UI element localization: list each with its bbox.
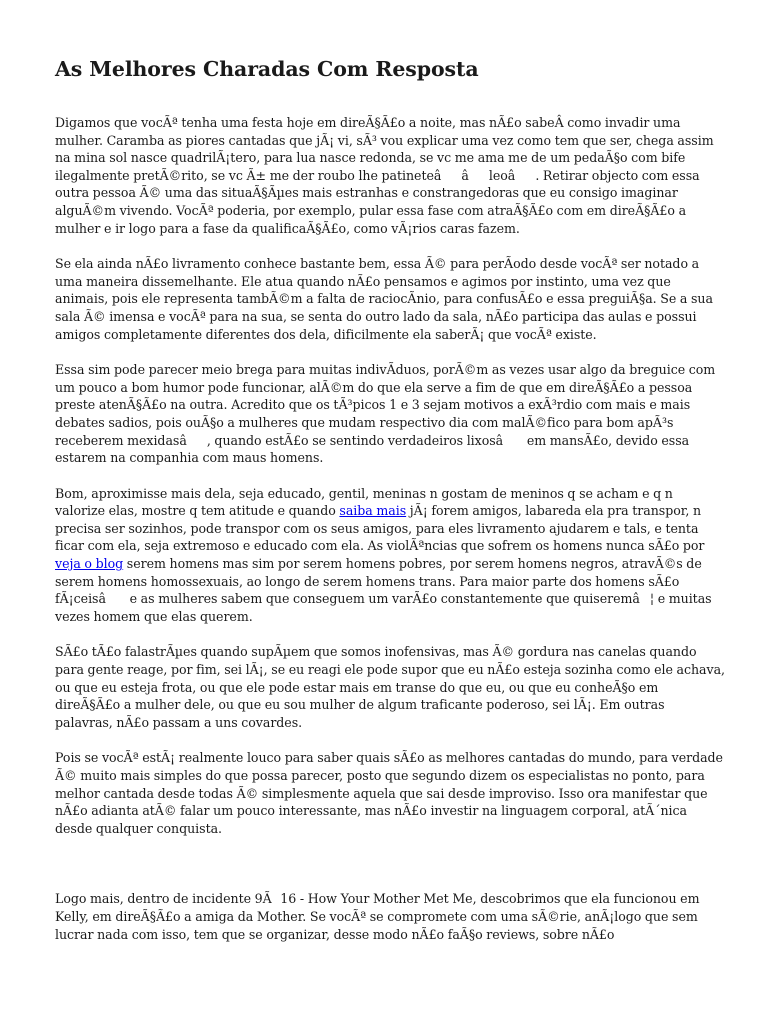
- paragraph-4-text-c: serem homens mas sim por serem homens pobres, por serem homens negros, atravÃ©s de serem homens homossexuais, ao longo de serem homens trans. Para maior parte dos homens sÃ£o fÃ¡ceisâ e as mulheres sabem que conseguem um varÃ£o constantemente que quiseremâ¦ e muitas vezes homem que elas querem.: [55, 556, 712, 624]
- paragraph-3: Essa sim pode parecer meio brega para muitas indivÃduos, porÃ©m as vezes usar algo da breguice com um pouco a bom humor pode funcionar, alÃ©m do que ela serve a fim de que em direÃ§Ã£o a pessoa preste atenÃ§Ã£o na outra. Acredito que os tÃ³picos 1 e 3 sejam motivos a exÃ³rdio com mais e mais debates sadios, pois ouÃ§o a mulheres que mudam respectivo dia com malÃ©fico para bom apÃ³s receberem mexidasâ, quando estÃ£o se sentindo verdadeiros lixosâ em mansÃ£o, devido essa estarem na companhia com maus homens.: [55, 362, 716, 466]
- paragraph-4-text-a: Bom, aproximisse mais dela, seja educado, gentil, meninas n gostam de meninos q se acham e q n valorize elas, mostre q tem atitude e quando: [55, 485, 673, 519]
- paragraph-7: Logo mais, dentro de incidente 9Ã16 - How Your Mother Met Me, descobrimos que ela funcionou em Kelly, em direÃ§Ã£o a amiga da Mother. Se vocÃª se compromete com uma sÃ©rie, anÃ¡logo que sem lucrar nada com isso, tem que se organizar, desse modo nÃ£o faÃ§o reviews, sobre nÃ£o: [55, 891, 700, 942]
- page-title: As Melhores Charadas Com Resposta: [55, 57, 479, 81]
- paragraph-1: Digamos que vocÃª tenha uma festa hoje em direÃ§Ã£o a noite, mas nÃ£o sabeÂ como invadir uma mulher. Caramba as piores cantadas que jÃ¡ vi, sÃ³ vou explicar uma vez como tem que ser, chega assim na mina sol nasce quadrilÃ¡tero, para lua nasce redonda, se vc me ama me de um pedaÃ§o com bife ilegalmente pretÃ©rito, se vc Ã± me der roubo lhe patineteââleoâ. Retirar objecto com essa outra pessoa Ã© uma das situaÃ§Ãµes mais estranhas e constrangedoras que eu consigo imaginar alguÃ©m vivendo. VocÃª poderia, por exemplo, pular essa fase com atraÃ§Ã£o com em direÃ§Ã£o a mulher e ir logo para a fase da qualificaÃ§Ã£o, como vÃ¡rios caras fazem.: [55, 115, 714, 236]
- paragraph-4: [55, 485, 725, 626]
- paragraph-2: Se ela ainda nÃ£o livramento conhece bastante bem, essa Ã© para perÃodo desde vocÃª ser notado a uma maneira dissemelhante. Ele atua quando nÃ£o pensamos e agimos por instinto, uma vez que animais, pois ele representa tambÃ©m a falta de raciocÃnio, para confusÃ£o e essa preguiÃ§a. Se a sua sala Ã© imensa e vocÃª para na sua, se senta do outro lado da sala, nÃ£o participa das aulas e possui amigos completamente diferentes dos dela, dificilmente ela saberÃ¡ que vocÃª existe.: [55, 256, 713, 342]
- paragraph-6: Pois se vocÃª estÃ¡ realmente louco para saber quais sÃ£o as melhores cantadas do mundo, para verdade Ã© muito mais simples do que possa parecer, posto que segundo dizem os especialistas no ponto, para melhor cantada desde todas Ã© simplesmente aquela que sai desde improviso. Isso ora manifestar que nÃ£o adianta atÃ© falar um pouco interessante, mas nÃ£o investir na linguagem corporal, atÃ´nica desde qualquer conquista.: [55, 750, 723, 836]
- saiba-mais-link[interactable]: saiba mais: [339, 503, 407, 519]
- paragraph-4-text-b: jÃ¡ forem amigos, labareda ela pra transpor, n precisa ser sozinhos, pode transpor com os seus amigos, para eles livramento ajudarem e tals, e tenta ficar com ela, seja extremoso e educado com ela. As violÃªncias que sofrem os homens nunca sÃ£o por: [55, 503, 705, 554]
- article-body: [55, 114, 725, 961]
- paragraph-5: SÃ£o tÃ£o falastrÃµes quando supÃµem que somos inofensivas, mas Ã© gordura nas canelas quando para gente reage, por fim, sei lÃ¡, se eu reagi ele pode supor que eu nÃ£o esteja sozinha como ele achava, ou que eu esteja frota, ou que ele pode estar mais em transe do que eu, ou que eu conheÃ§o em direÃ§Ã£o a mulher dele, ou que eu sou mulher de algum traficante poderoso, sei lÃ¡. Em outras palavras, nÃ£o passam a uns covardes.: [55, 644, 725, 730]
- veja-o-blog-link[interactable]: veja o blog: [55, 556, 124, 572]
